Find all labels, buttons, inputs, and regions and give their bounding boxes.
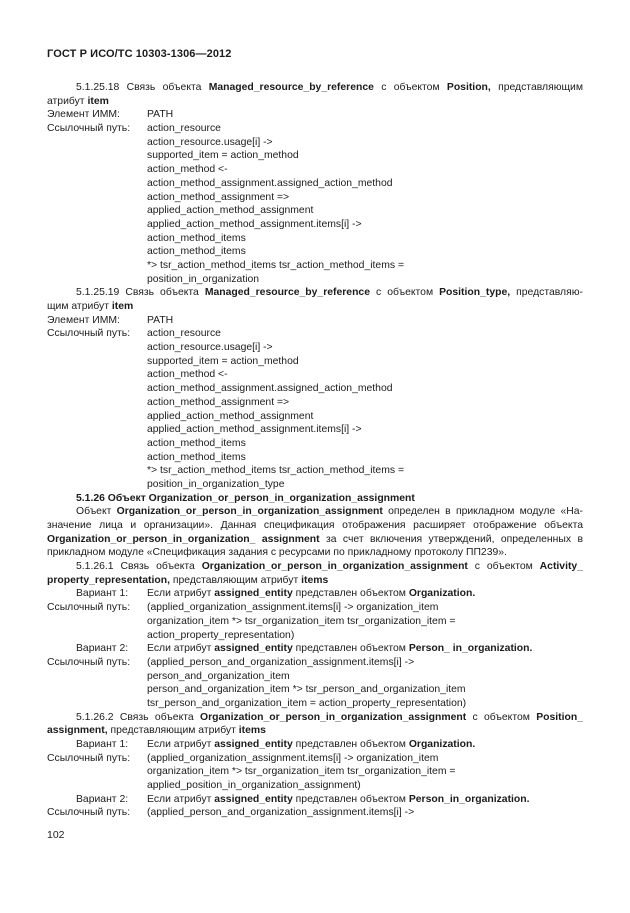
aim-element-label: Элемент ИММ:	[47, 314, 120, 326]
aim-element-label: Элемент ИММ:	[47, 109, 120, 121]
paragraph-line: прикладном модуле «Спецификация задания с ресурсами по прикладному протоколу ПП239».	[47, 547, 507, 559]
attribute-name: items	[301, 574, 329, 586]
text: представлен объектом	[292, 588, 409, 600]
path-line: applied_action_method_assignment.items[i] ->	[147, 218, 362, 230]
aim-element-row	[47, 314, 583, 328]
text: определен в прикладном модуле «На-	[382, 506, 583, 518]
text: Объект	[76, 506, 117, 518]
reference-path-row	[47, 122, 583, 136]
attribute-name: assigned_entity	[214, 588, 293, 600]
path-line: tsr_person_and_organization_item = action_property_representation)	[147, 697, 467, 709]
path-line: action_method_assignment =>	[147, 191, 290, 203]
text: 5.1.26.2 Связь объекта	[76, 711, 200, 723]
text: с объектом	[466, 711, 537, 723]
paragraph-line: значение лица и организации». Данная спецификация отображения расширяет отображение объекта	[47, 520, 583, 531]
paragraph-line	[47, 533, 583, 547]
reference-path-row	[47, 601, 583, 615]
reference-path-label: Ссылочный путь:	[47, 123, 131, 135]
reference-path-row	[47, 806, 583, 820]
attribute-name: assigned_entity	[214, 739, 293, 750]
text: Если атрибут	[147, 643, 215, 655]
entity-name: property_representation,	[47, 574, 170, 586]
path-line: organization_item *> tsr_organization_item tsr_organization_item =	[147, 615, 456, 627]
path-line: (applied_person_and_organization_assignment.items[i] ->	[147, 656, 415, 668]
text: представлен объектом	[292, 793, 409, 805]
path-line: (applied_organization_assignment.items[i] -> organization_item	[147, 602, 439, 614]
document-body	[47, 81, 583, 820]
path-line: action_method_assignment.assigned_action_method	[147, 383, 393, 395]
page-header: ГОСТ Р ИСО/ТС 10303-1306—2012	[47, 48, 232, 60]
text: 5.1.25.18 Связь объекта	[76, 82, 209, 93]
path-line: applied_action_method_assignment	[147, 410, 314, 422]
entity-name: assignment,	[47, 725, 108, 737]
attribute-name: assigned_entity	[214, 793, 293, 805]
clause-heading-cont	[47, 95, 583, 109]
entity-name: Position_	[536, 711, 583, 723]
path-line: applied_position_in_organization_assignment)	[147, 780, 361, 792]
path-line: action_property_representation)	[147, 629, 295, 641]
path-line: position_in_organization_type	[147, 478, 285, 490]
clause-heading	[47, 711, 583, 725]
aim-element-row	[47, 108, 583, 122]
entity-name: Managed_resource_by_reference	[208, 82, 374, 93]
path-line: *> tsr_action_method_items tsr_action_method_items =	[147, 259, 405, 271]
entity-name: Organization_or_person_in_organization_assignment	[200, 711, 467, 723]
text: представлен объектом	[292, 739, 409, 750]
entity-name: Organization.	[408, 739, 476, 750]
path-line: person_and_organization_item *> tsr_person_and_organization_item	[147, 684, 466, 696]
variant-label: Вариант 2:	[76, 793, 129, 805]
text: с объектом	[467, 561, 540, 573]
entity-name: Organization_or_person_in_organization_assignment	[116, 506, 383, 518]
reference-path-label: Ссылочный путь:	[47, 602, 131, 614]
entity-name: Person_ in_organization.	[408, 643, 533, 655]
entity-name: Organization_or_person_in_organization_ assignment	[47, 533, 320, 545]
path-line: action_method <-	[147, 164, 228, 176]
path-line: action_resource.usage[i] ->	[147, 342, 273, 354]
path-line: action_method_items	[147, 451, 246, 463]
page-number: 102	[47, 829, 65, 841]
path-line: supported_item = action_method	[147, 355, 299, 367]
variant-row	[47, 642, 583, 656]
path-line: (applied_person_and_organization_assignment.items[i] ->	[147, 807, 415, 819]
path-line: *> tsr_action_method_items tsr_action_method_items =	[147, 465, 405, 477]
variant-label: Вариант 2:	[76, 643, 129, 655]
aim-element-value: PATH	[147, 314, 174, 326]
variant-row	[47, 793, 583, 807]
text: щим атрибут	[47, 301, 112, 312]
variant-row	[47, 587, 583, 601]
path-line: action_method_items	[147, 232, 246, 244]
clause-heading	[47, 81, 583, 95]
text: Если атрибут	[147, 588, 215, 600]
attribute-name: assigned_entity	[214, 643, 293, 655]
path-line: action_resource.usage[i] ->	[147, 136, 273, 148]
entity-name: Organization.	[408, 588, 476, 600]
attribute-name: items	[238, 725, 266, 737]
path-line: action_resource	[147, 123, 221, 135]
section-heading	[47, 492, 583, 506]
clause-heading	[47, 286, 583, 300]
text: Если атрибут	[147, 793, 215, 805]
reference-path-label: Ссылочный путь:	[47, 328, 131, 340]
path-line: action_method_assignment =>	[147, 396, 290, 408]
aim-element-value: PATH	[147, 109, 174, 121]
reference-path-row	[47, 327, 583, 341]
paragraph-line	[47, 505, 583, 519]
reference-path-label: Ссылочный путь:	[47, 752, 131, 764]
reference-path-label: Ссылочный путь:	[47, 807, 131, 819]
path-line: action_method_items	[147, 437, 246, 449]
path-line: person_and_organization_item	[147, 670, 290, 682]
clause-heading-cont	[47, 300, 583, 314]
entity-name: Organization_or_person_in_organization_assignment	[201, 561, 468, 573]
entity-name: Position,	[446, 82, 491, 93]
text: представляющим атрибут	[170, 574, 302, 586]
entity-name: Position_type,	[439, 287, 511, 299]
path-line: action_method_items	[147, 246, 246, 258]
text: представлен объектом	[292, 643, 409, 655]
path-line: action_resource	[147, 328, 221, 340]
variant-row	[47, 738, 583, 752]
path-line: action_method_assignment.assigned_action_method	[147, 177, 393, 189]
attribute-name: item	[87, 95, 109, 107]
text: представляю-	[510, 287, 583, 299]
entity-name: Managed_resource_by_reference	[204, 287, 370, 299]
path-line: supported_item = action_method	[147, 150, 299, 162]
reference-path-label: Ссылочный путь:	[47, 656, 131, 668]
clause-heading	[47, 560, 583, 574]
clause-heading-cont	[47, 724, 583, 738]
clause-heading-cont	[47, 574, 583, 588]
path-line: applied_action_method_assignment	[147, 205, 314, 217]
path-line: action_method <-	[147, 369, 228, 381]
entity-name: Person_in_organization.	[408, 793, 530, 805]
path-line: organization_item *> tsr_organization_item tsr_organization_item =	[147, 766, 456, 778]
reference-path-row	[47, 656, 583, 670]
text: 5.1.25.19 Связь объекта	[76, 287, 205, 299]
entity-name: Activity_	[539, 561, 583, 573]
text: атрибут	[47, 95, 88, 107]
variant-label: Вариант 1:	[76, 588, 129, 600]
text: с объектом	[373, 82, 447, 93]
text: представляющим атрибут	[107, 725, 239, 737]
text: 5.1.26.1 Связь объекта	[76, 561, 202, 573]
text: представляющим	[490, 82, 583, 93]
path-line: applied_action_method_assignment.items[i] ->	[147, 424, 362, 436]
variant-label: Вариант 1:	[76, 739, 129, 750]
text: Если атрибут	[147, 739, 215, 750]
text: за счет включения утверждений, определенных в	[319, 533, 583, 545]
section-title: 5.1.26 Объект Organization_or_person_in_organization_assignment	[76, 492, 415, 504]
path-line: (applied_organization_assignment.items[i] -> organization_item	[147, 752, 439, 764]
text: с объектом	[370, 287, 440, 299]
reference-path-row	[47, 752, 583, 766]
path-line: position_in_organization	[147, 273, 260, 285]
attribute-name: item	[111, 301, 134, 312]
